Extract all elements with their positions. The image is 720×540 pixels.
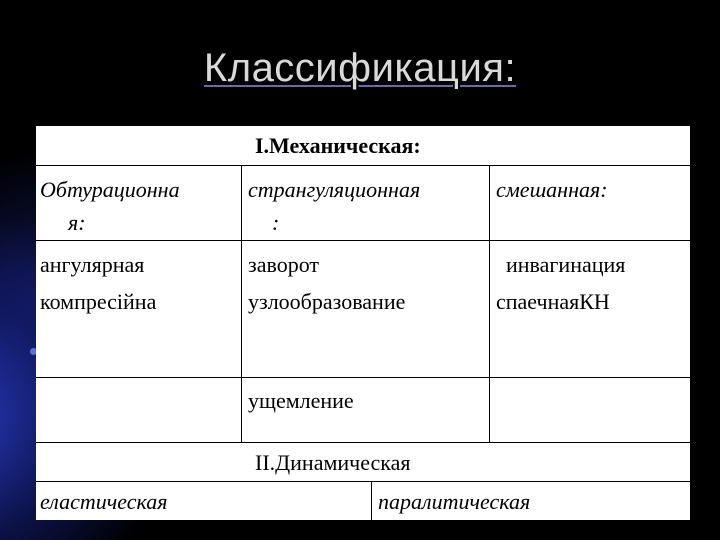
cell-paralytic: паралитическая bbox=[378, 489, 531, 514]
cell-angular: ангулярная bbox=[40, 252, 145, 277]
cell-knotting: узлообразование bbox=[248, 289, 406, 314]
table-row-divider bbox=[36, 240, 690, 241]
col2-title-line2: : bbox=[272, 210, 280, 235]
table-row-divider bbox=[36, 165, 690, 166]
table-column-divider bbox=[489, 165, 490, 442]
table-row-divider bbox=[36, 442, 690, 443]
cell-strangulation: ущемление bbox=[248, 388, 354, 413]
cell-adhesive: спаечнаяКН bbox=[496, 289, 610, 314]
table-row-divider bbox=[36, 377, 690, 378]
table-row-divider bbox=[36, 481, 690, 482]
header-mechanical: І.Механическая: bbox=[255, 133, 421, 158]
classification-table bbox=[36, 126, 690, 520]
cell-elastic: еластическая bbox=[40, 489, 168, 514]
col3-title: смешанная: bbox=[496, 177, 608, 202]
table-column-divider bbox=[241, 165, 242, 442]
col2-title-line1: странгуляционная bbox=[248, 177, 421, 202]
col1-title-line1: Обтурационна bbox=[40, 177, 180, 202]
slide-title-text: Классификация: bbox=[203, 46, 517, 90]
cell-invagination: инвагинация bbox=[506, 252, 626, 277]
table-column-divider bbox=[371, 481, 372, 520]
col1-title-line2: я: bbox=[68, 210, 86, 235]
cell-volvulus: заворот bbox=[248, 252, 320, 277]
header-dynamic: ІІ.Динамическая bbox=[255, 450, 411, 475]
cell-compression: компресійна bbox=[40, 289, 157, 314]
slide-title bbox=[0, 46, 720, 91]
